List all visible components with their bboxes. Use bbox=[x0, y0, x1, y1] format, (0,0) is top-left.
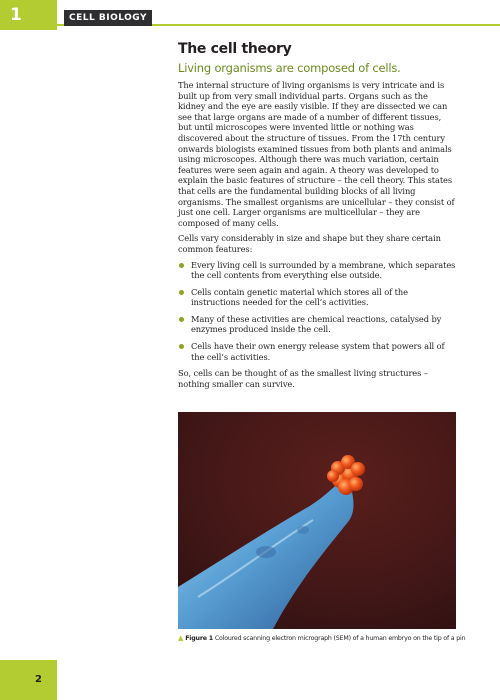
features-intro-paragraph: Cells vary considerably in size and shape but they share certain common features: bbox=[178, 233, 441, 254]
section-subtitle: Living organisms are composed of cells. bbox=[178, 61, 401, 75]
list-item-text: Every living cell is surrounded by a membrane, which separates the cell contents from everything else outside. bbox=[191, 259, 456, 281]
section-title: The cell theory bbox=[178, 41, 292, 57]
bullet-icon bbox=[179, 290, 184, 295]
list-item-text: Many of these activities are chemical reactions, catalysed by enzymes produced inside the cell. bbox=[191, 313, 442, 335]
list-item bbox=[178, 314, 456, 335]
list-item bbox=[178, 287, 456, 308]
caption-triangle-icon: ▲ bbox=[178, 634, 184, 642]
bullet-icon bbox=[179, 263, 184, 268]
main-content bbox=[178, 40, 456, 394]
figure-caption bbox=[178, 634, 478, 643]
page-number-tab bbox=[0, 660, 57, 700]
page-number: 2 bbox=[35, 674, 42, 685]
chapter-number: 1 bbox=[10, 5, 22, 25]
left-margin bbox=[0, 30, 14, 700]
list-item-text: Cells contain genetic material which stores all of the instructions needed for the cell’s activities. bbox=[191, 286, 408, 308]
features-list bbox=[178, 260, 456, 363]
bullet-icon bbox=[179, 344, 184, 349]
chapter-title-label: CELL BIOLOGY bbox=[64, 10, 152, 26]
figure-label: Figure 1 bbox=[185, 635, 213, 642]
intro-paragraph: The internal structure of living organisms is very intricate and is built up from very small individual parts. Organs such as the kidney and the eye are easily visible. If they are dissected we can see that large organs are made of a number of different tissues, but until microscopes were invented little or nothing was discovered about the structure of tissues. From the 17th century onwards biologists examined tissues from both plants and animals using microscopes. Although there was much variation, certain features were seen again and again. A theory was developed to explain the basic features of structure – the cell theory. This states that cells are the fundamental building blocks of all living organisms. The smallest organisms are unicellular – they consist of just one cell. Larger organisms are multicellular – they are composed of many cells. bbox=[178, 80, 455, 228]
list-item-text: Cells have their own energy release system that powers all of the cell’s activities. bbox=[191, 341, 445, 362]
sem-micrograph-image bbox=[178, 412, 456, 629]
chapter-number-tab bbox=[0, 0, 57, 30]
list-item bbox=[178, 341, 456, 362]
figure-caption-text: Coloured scanning electron micrograph (SEM) of a human embryo on the tip of a pin bbox=[214, 635, 466, 642]
list-item bbox=[178, 260, 456, 281]
bullet-icon bbox=[179, 317, 184, 322]
conclusion-paragraph: So, cells can be thought of as the smallest living structures – nothing smaller can survive. bbox=[178, 368, 428, 389]
pin-embryo-illustration bbox=[178, 412, 456, 629]
